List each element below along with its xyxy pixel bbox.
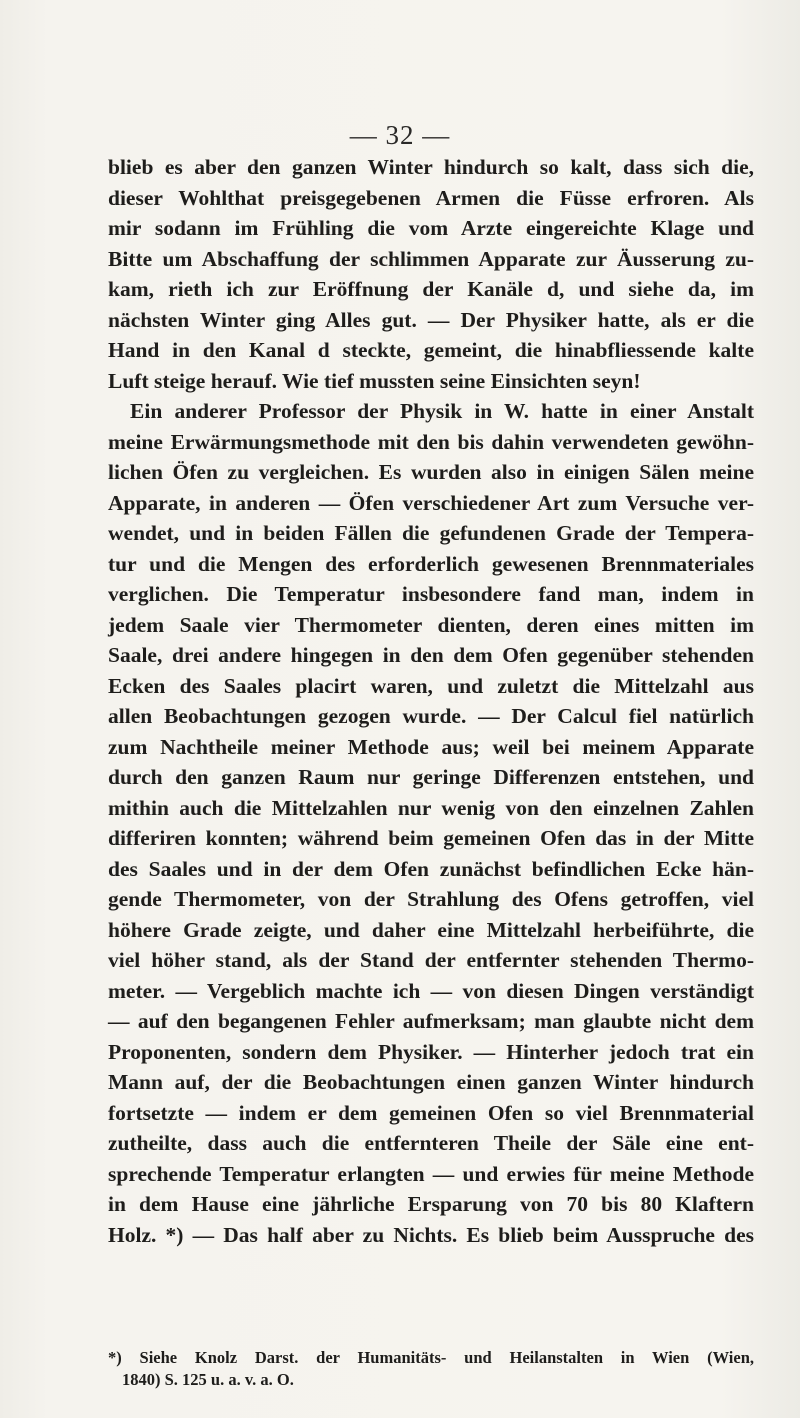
text-line: blieb es aber den ganzen Winter hindurch so kalt, dass sich die, (108, 155, 754, 179)
text-line: sprechende Temperatur erlangten — und erwies für meine Methode (108, 1161, 754, 1186)
text-line: meter. — Vergeblich machte ich — von diesen Dingen verständigt (108, 978, 754, 1003)
text-line: gende Thermometer, von der Strahlung des Ofens getroffen, viel (108, 887, 754, 911)
text-line: dieser Wohlthat preisgegebenen Armen die Füsse erfroren. Als (108, 185, 754, 210)
text-line: wendet, und in beiden Fällen die gefundenen Grade der Tempera- (108, 521, 754, 545)
text-line: fortsetzte — indem er dem gemeinen Ofen so viel Brennmaterial (108, 1100, 754, 1125)
text-line: verglichen. Die Temperatur insbesondere fand man, indem in (108, 582, 754, 606)
text-line: zutheilte, dass auch die entfernteren Theile der Säle eine ent- (108, 1131, 754, 1155)
text-line: Mann auf, der die Beobachtungen einen ganzen Winter hindurch (108, 1070, 754, 1094)
text-line: mithin auch die Mittelzahlen nur wenig von den einzelnen Zahlen (108, 795, 754, 820)
text-line: Bitte um Abschaffung der schlimmen Apparate zur Äusserung zu- (108, 246, 754, 271)
text-line: in dem Hause eine jährliche Ersparung von 70 bis 80 Klaftern (108, 1192, 754, 1216)
text-line: allen Beobachtungen gezogen wurde. — Der Calcul fiel natürlich (108, 704, 754, 728)
text-line: des Saales und in der dem Ofen zunächst befindlichen Ecke hän- (108, 856, 754, 881)
text-line: Luft steige herauf. Wie tief mussten seine Einsichten seyn! (108, 368, 641, 393)
page-number: — 32 — (349, 120, 451, 150)
text-line: Saale, drei andere hingegen in den dem Ofen gegenüber stehenden (108, 643, 754, 667)
footnote-line: *) Siehe Knolz Darst. der Humanitäts- und Heilanstalten in Wien (Wien, (108, 1348, 754, 1367)
text-line: nächsten Winter ging Alles gut. — Der Physiker hatte, als er die (108, 307, 754, 332)
text-line: Hand in den Kanal d steckte, gemeint, die hinabfliessende kalte (108, 338, 754, 362)
text-line: Holz. *) — Das half aber zu Nichts. Es blieb beim Ausspruche des (108, 1222, 754, 1247)
text-line: lichen Öfen zu vergleichen. Es wurden also in einigen Sälen meine (108, 460, 754, 484)
text-line: jedem Saale vier Thermometer dienten, deren eines mitten im (108, 612, 754, 637)
text-line: Apparate, in anderen — Öfen verschiedener Art zum Versuche ver- (108, 490, 754, 515)
text-line: durch den ganzen Raum nur geringe Differenzen entstehen, und (108, 765, 754, 789)
text-line: differiren konnten; während beim gemeinen Ofen das in der Mitte (108, 826, 754, 850)
text-line: Proponenten, sondern dem Physiker. — Hinterher jedoch trat ein (108, 1039, 754, 1064)
body-text (108, 152, 754, 1250)
text-line: meine Erwärmungsmethode mit den bis dahin verwendeten gewöhn- (108, 429, 754, 454)
text-line: viel höher stand, als der Stand der entfernter stehenden Thermo- (108, 948, 754, 972)
text-line: Ecken des Saales placirt waren, und zuletzt die Mittelzahl aus (108, 673, 754, 698)
text-line: höhere Grade zeigte, und daher eine Mittelzahl herbeiführte, die (108, 917, 754, 942)
footnote (108, 1347, 754, 1391)
text-line: mir sodann im Frühling die vom Arzte eingereichte Klage und (108, 216, 754, 240)
footnote-line: 1840) S. 125 u. a. v. a. O. (122, 1370, 294, 1389)
text-line: Ein anderer Professor der Physik in W. hatte in einer Anstalt (130, 399, 754, 423)
text-line: — auf den begangenen Fehler aufmerksam; man glaubte nicht dem (108, 1009, 754, 1033)
text-line: zum Nachtheile meiner Methode aus; weil bei meinem Apparate (108, 734, 754, 759)
text-line: kam, rieth ich zur Eröffnung der Kanäle d, und siehe da, im (108, 277, 754, 301)
text-line: tur und die Mengen des erforderlich gewesenen Brennmateriales (108, 551, 754, 576)
